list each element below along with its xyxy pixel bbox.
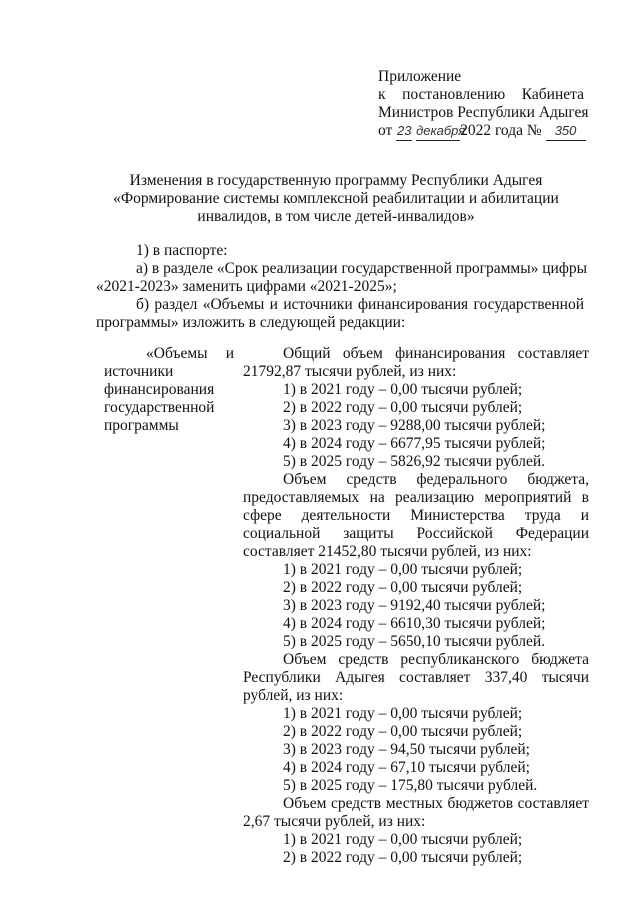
document-heading xyxy=(96,172,576,226)
intro-line: программы» изложить в следующей редакции: xyxy=(96,314,406,331)
approval-from: от xyxy=(378,122,393,139)
approval-block xyxy=(378,68,589,140)
intro-line: б) раздел «Объемы и источники финансирования государственной xyxy=(136,296,584,313)
label-line: государственной xyxy=(104,399,215,416)
content-line: 2,67 тысячи рублей, из них: xyxy=(243,813,426,830)
content-line: 2) в 2022 году – 0,00 тысячи рублей; xyxy=(283,579,523,596)
heading-line: инвалидов, в том числе детей-инвалидов» xyxy=(197,208,475,225)
approval-month: декабря xyxy=(416,122,460,141)
content-line: 4) в 2024 году – 67,10 тысячи рублей; xyxy=(283,759,530,776)
label-line-1 xyxy=(104,345,234,363)
approval-day: 23 xyxy=(396,122,412,141)
intro-line: а) в разделе «Срок реализации государственной программы» цифры xyxy=(136,260,588,277)
content-line: 3) в 2023 году – 9288,00 тысячи рублей; xyxy=(283,417,546,434)
approval-line-2 xyxy=(378,86,584,104)
content-line: 3) в 2023 году – 9192,40 тысячи рублей; xyxy=(283,597,546,614)
content-line: сфере деятельности Министерства труда и xyxy=(243,507,589,524)
content-line: Объем средств местных бюджетов составляет xyxy=(283,795,589,812)
approval-word: к xyxy=(378,86,386,103)
content-line: 2) в 2022 году – 0,00 тысячи рублей; xyxy=(283,723,523,740)
intro-section xyxy=(96,242,588,332)
heading-line: «Формирование системы комплексной реабилитации и абилитации xyxy=(113,190,559,207)
intro-line: «2021-2023» заменить цифрами «2021-2025»; xyxy=(96,278,397,295)
content-line: социальной защиты Российской Федерации xyxy=(243,525,589,542)
content-line: 1) в 2021 году – 0,00 тысячи рублей; xyxy=(283,831,523,848)
content-line: 21792,87 тысячи рублей, из них: xyxy=(243,363,457,380)
content-line: Объем средств республиканского бюджета xyxy=(283,651,589,668)
content-line: 1) в 2021 году – 0,00 тысячи рублей; xyxy=(283,705,523,722)
content-line: 4) в 2024 году – 6610,30 тысячи рублей; xyxy=(283,615,546,632)
approval-title: Приложение xyxy=(378,68,462,85)
content-line: 2) в 2022 году – 0,00 тысячи рублей; xyxy=(283,399,523,416)
approval-word: постановлению xyxy=(402,86,506,103)
content-line: составляет 21452,80 тысячи рублей, из них: xyxy=(243,543,532,560)
approval-date-line xyxy=(378,122,584,140)
content-line: рублей, из них: xyxy=(243,687,344,704)
content-line: 2) в 2022 году – 0,00 тысячи рублей; xyxy=(283,849,523,866)
label-word: и xyxy=(225,345,234,362)
content-line: Республики Адыгея составляет 337,40 тысячи xyxy=(243,669,589,686)
content-line: 5) в 2025 году – 175,80 тысячи рублей. xyxy=(283,777,538,794)
content-line: Общий объем финансирования составляет xyxy=(283,345,589,362)
content-line: 5) в 2025 году – 5650,10 тысячи рублей. xyxy=(283,633,546,650)
content-line: 1) в 2021 году – 0,00 тысячи рублей; xyxy=(283,561,523,578)
content-line: предоставляемых на реализацию мероприятий в xyxy=(243,489,589,506)
content-line: 4) в 2024 году – 6677,95 тысячи рублей; xyxy=(283,435,546,452)
label-word: «Объемы xyxy=(146,345,208,362)
heading-line: Изменения в государственную программу Республики Адыгея xyxy=(129,172,543,189)
content-line: 3) в 2023 году – 94,50 тысячи рублей; xyxy=(283,741,530,758)
approval-word: Кабинета xyxy=(521,86,584,103)
label-line: источники xyxy=(104,363,174,380)
content-line: 1) в 2021 году – 0,00 тысячи рублей; xyxy=(283,381,523,398)
passport-content xyxy=(243,345,589,867)
content-line: Объем средств федерального бюджета, xyxy=(283,471,589,488)
approval-number: 350 xyxy=(546,122,586,141)
intro-line: 1) в паспорте: xyxy=(136,242,228,259)
content-line: 5) в 2025 году – 5826,92 тысячи рублей. xyxy=(283,453,546,470)
approval-year: 2022 года № xyxy=(460,122,542,139)
label-line: финансирования xyxy=(104,381,215,398)
approval-line-3: Министров Республики Адыгея xyxy=(378,104,589,121)
label-line: программы xyxy=(104,417,179,434)
passport-label xyxy=(104,345,234,435)
